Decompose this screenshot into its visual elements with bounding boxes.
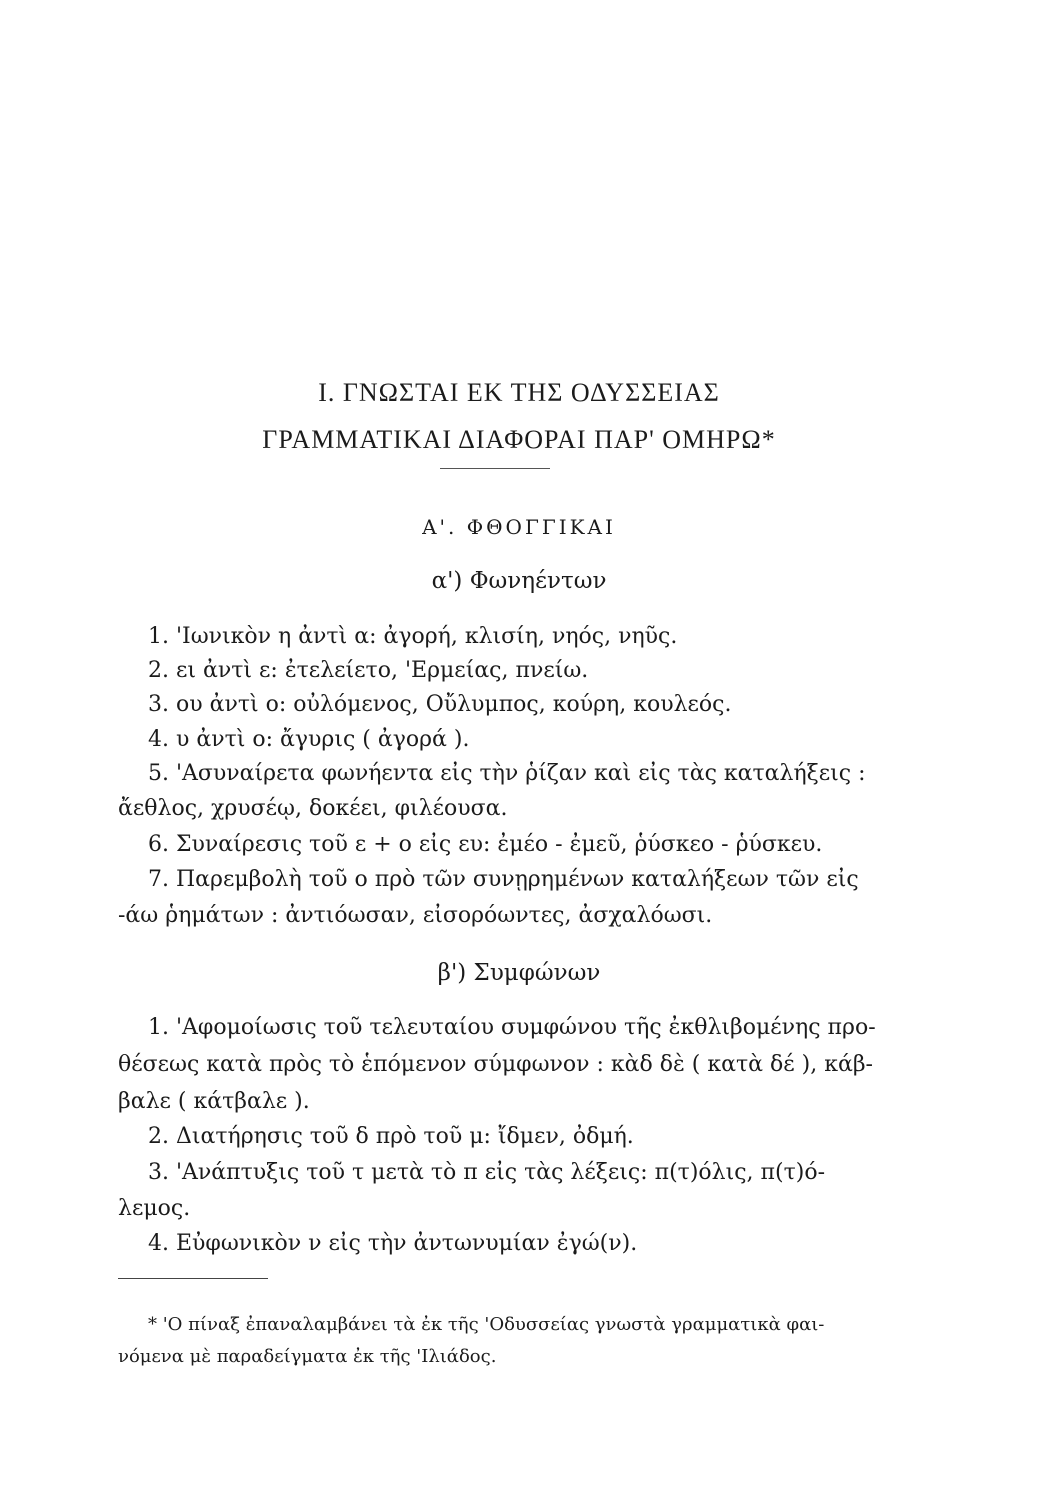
text-line: 4. Εὐφωνικὸν ν εἰς τὴν ἀντωνυμίαν ἐγώ(ν).: [148, 1231, 638, 1256]
text-line: λεμος.: [118, 1196, 191, 1221]
text-line: 1. 'Αφομοίωσις τοῦ τελευταίου συμφώνου τῆς ἐκθλιβομένης προ-: [148, 1015, 876, 1040]
text-line: 3. 'Ανάπτυξις τοῦ τ μετὰ τὸ π εἰς τὰς λέξεις: π(τ)όλις, π(τ)ό-: [148, 1160, 826, 1185]
text-line: -άω ῥημάτων : ἀντιόωσαν, εἰσορόωντες, ἀσχαλόωσι.: [118, 903, 713, 928]
section-heading: Α'. ΦΘΟΓΓΙΚΑΙ: [422, 515, 616, 539]
text-line: ἄεθλος, χρυσέῳ, δοκέει, φιλέουσα.: [118, 796, 508, 821]
text-line: 7. Παρεμβολὴ τοῦ ο πρὸ τῶν συνῃρημένων καταλήξεων τῶν εἰς: [148, 867, 859, 892]
text-line: 5. 'Ασυναίρετα φωνήεντα εἰς τὴν ῥίζαν καὶ εἰς τὰς καταλήξεις :: [148, 761, 866, 786]
text-line: 3. ου ἀντὶ ο: οὐλόμενος, Οὔλυμπος, κούρη, κουλεός.: [148, 692, 732, 717]
text-line: βαλε ( κάτβαλε ).: [118, 1089, 310, 1114]
page-title-line-2: ΓΡΑΜΜΑΤΙΚΑΙ ΔΙΑΦΟΡΑΙ ΠΑΡ' ΟΜΗΡΩ*: [262, 425, 776, 454]
page-title-line-1: I. ΓΝΩΣΤΑΙ ΕΚ ΤΗΣ ΟΔΥΣΣΕΙΑΣ: [318, 378, 720, 407]
text-line: 2. Διατήρησις τοῦ δ πρὸ τοῦ μ: ἴδμεν, ὀδμή.: [148, 1124, 634, 1149]
subsection-heading-vowels: α') Φωνηέντων: [431, 568, 607, 594]
text-line: θέσεως κατὰ πρὸς τὸ ἑπόμενον σύμφωνον : κὰδ δὲ ( κατὰ δέ ), κάβ-: [118, 1052, 873, 1077]
text-line: 1. 'Ιωνικὸν η ἀντὶ α: ἀγορή, κλισίη, νηός, νηῦς.: [148, 624, 678, 649]
footnote-divider: [118, 1278, 268, 1279]
text-line: 6. Συναίρεσις τοῦ ε + ο εἰς ευ: ἐμέο - ἐμεῦ, ῥύσκεο - ῥύσκευ.: [148, 832, 823, 857]
footnote-line: νόμενα μὲ παραδείγματα ἐκ τῆς 'Ιλιάδος.: [118, 1346, 497, 1367]
text-line: 2. ει ἀντὶ ε: ἐτελείετο, 'Ερμείας, πνείω.: [148, 658, 589, 683]
title-divider: [440, 468, 550, 469]
footnote-line: * 'Ο πίναξ ἐπαναλαμβάνει τὰ ἐκ τῆς 'Οδυσσείας γνωστὰ γραμματικὰ φαι-: [148, 1314, 825, 1335]
subsection-heading-consonants: β') Συμφώνων: [437, 960, 601, 986]
text-line: 4. υ ἀντὶ ο: ἄγυρις ( ἀγορά ).: [148, 727, 470, 752]
